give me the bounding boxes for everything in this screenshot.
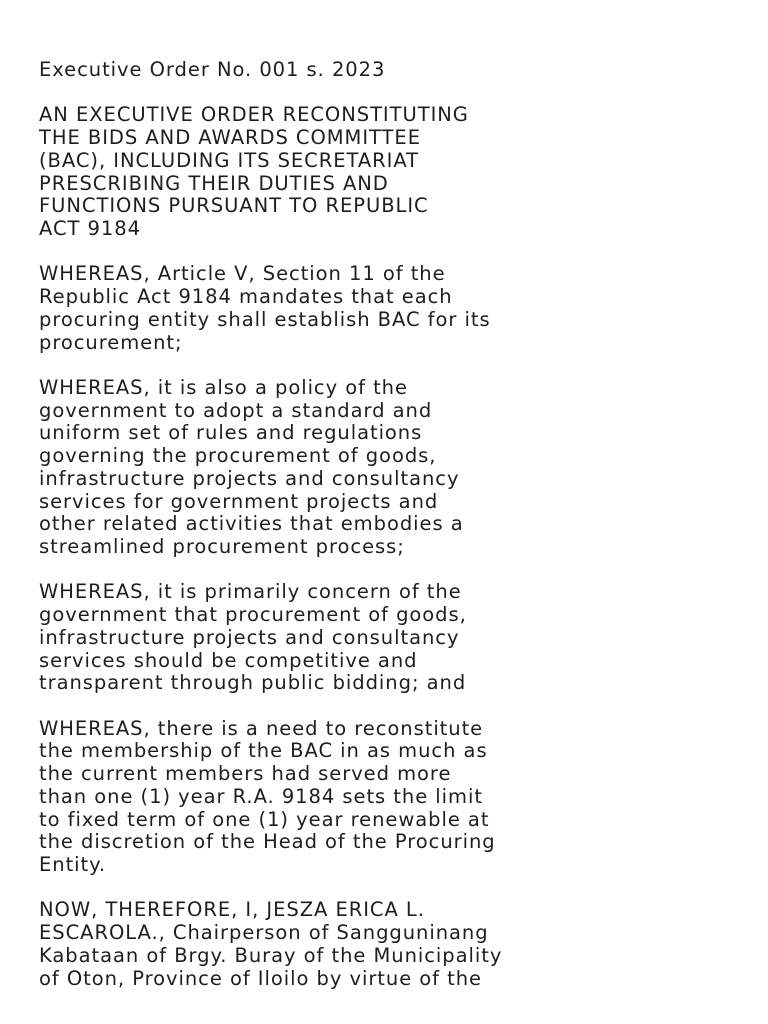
clause-line: than one (1) year R.A. 9184 sets the limit [39,784,483,808]
clause-line: government that procurement of goods, [39,603,467,626]
order-title [39,104,739,241]
clause-line: government to adopt a standard and [39,398,433,422]
clause-line: Entity. [39,853,106,876]
whereas-clause-4 [39,718,739,877]
clause-line: other related activities that embodies a [39,512,464,536]
title-line: AN EXECUTIVE ORDER RECONSTITUTING [39,103,469,127]
clause-line: procurement; [39,330,183,354]
clause-line: to fixed term of one (1) year renewable at [39,807,490,831]
clause-line: WHEREAS, there is a need to reconstitute [39,716,484,740]
clause-line: WHEREAS, it is primarily concern of the [39,580,462,604]
clause-line: governing the procurement of goods, [39,444,437,467]
clause-line: NOW, THEREFORE, I, JESZA ERICA L. [39,898,425,922]
clause-line: infrastructure projects and consultancy [39,466,460,490]
title-line: PRESCRIBING THEIR DUTIES AND [39,171,389,195]
clause-line: ESCAROLA., Chairperson of Sangguninang [39,921,489,944]
whereas-clause-2 [39,377,739,559]
clause-line: services for government projects and [39,489,439,513]
clause-line: Republic Act 9184 mandates that each [39,285,453,308]
clause-line: of Oton, Province of Iloilo by virtue of the [39,966,482,990]
clause-line: transparent through public bidding; and [39,671,467,695]
clause-line: procuring entity shall establish BAC for its [39,307,491,331]
order-number-text: Executive Order No. 001 s. 2023 [39,58,386,81]
clause-line: the membership of the BAC in as much as [39,739,488,763]
clause-line: the discretion of the Head of the Procuring [39,830,496,854]
whereas-clause-1 [39,263,739,354]
whereas-clause-3 [39,581,739,695]
document-page [39,59,739,1013]
clause-line: Kabataan of Brgy. Buray of the Municipality [39,943,503,967]
title-line: FUNCTIONS PURSUANT TO REPUBLIC [39,194,429,218]
clause-line: uniform set of rules and regulations [39,421,423,445]
clause-line: WHEREAS, Article V, Section 11 of the [39,262,446,286]
now-therefore-clause [39,899,739,990]
clause-line: infrastructure projects and consultancy [39,625,460,649]
title-line: ACT 9184 [39,217,141,240]
clause-line: the current members had served more [39,762,452,785]
clause-line: services should be competitive and [39,648,418,672]
title-line: THE BIDS AND AWARDS COMMITTEE [39,126,421,149]
title-line: (BAC), INCLUDING ITS SECRETARIAT [39,148,419,172]
clause-line: WHEREAS, it is also a policy of the [39,375,408,399]
order-number-header [39,59,739,82]
clause-line: streamlined procurement process; [39,535,405,558]
